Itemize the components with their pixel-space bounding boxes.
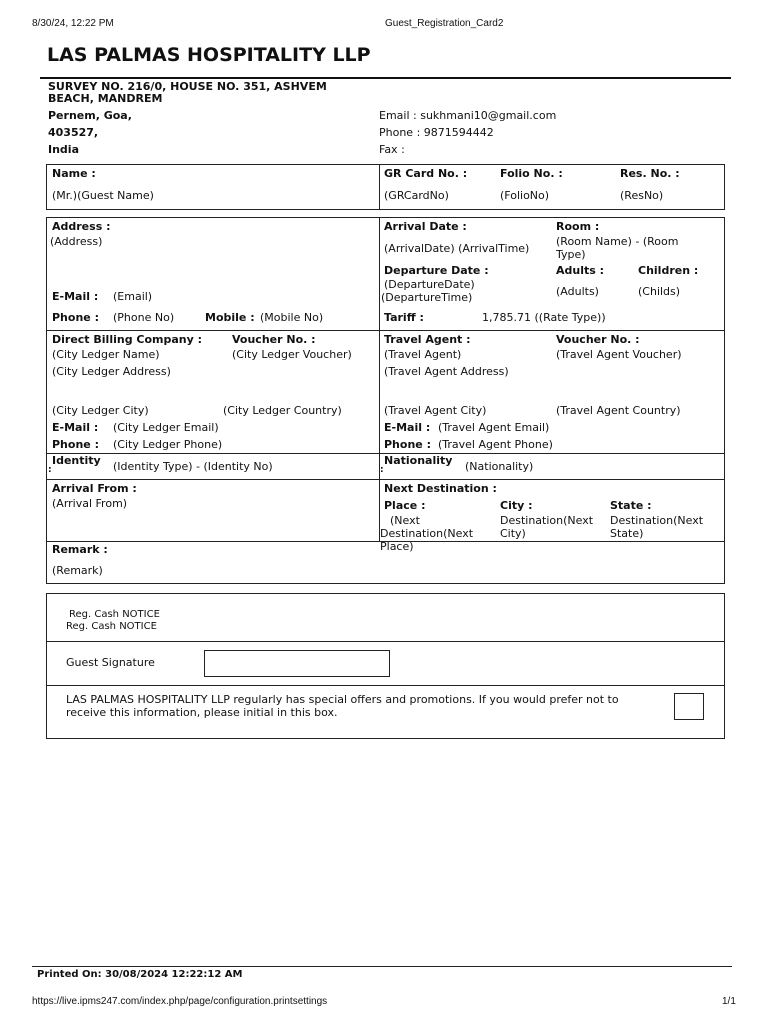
- hotel-city-state: Pernem, Goa,: [48, 109, 132, 122]
- adults-label: Adults :: [556, 264, 605, 277]
- footer-divider: [32, 966, 732, 967]
- tariff-label: Tariff :: [384, 311, 424, 324]
- email-value: (Email): [113, 290, 153, 303]
- place-label: Place :: [384, 499, 426, 512]
- hotel-phone: Phone : 9871594442: [379, 126, 494, 139]
- billing-company-label: Direct Billing Company :: [52, 333, 203, 346]
- grcard-value: (GRCardNo): [384, 189, 449, 202]
- print-datetime: 8/30/24, 12:22 PM: [32, 18, 114, 29]
- promo-initial-box[interactable]: [674, 693, 704, 720]
- adults-value: (Adults): [556, 285, 599, 298]
- name-value: (Mr.)(Guest Name): [52, 189, 154, 202]
- agent-city-value: (Travel Agent City): [384, 404, 487, 417]
- travel-agent-label: Travel Agent :: [384, 333, 471, 346]
- arrival-date-label: Arrival Date :: [384, 220, 467, 233]
- mobile-value: (Mobile No): [260, 311, 324, 324]
- hotel-country: India: [48, 143, 79, 156]
- address-label: Address :: [52, 220, 111, 233]
- travel-agent-value: (Travel Agent): [384, 348, 462, 361]
- folio-label: Folio No. :: [500, 167, 563, 180]
- identity-value: (Identity Type) - (Identity No): [113, 460, 273, 473]
- billing-email-value: (City Ledger Email): [113, 421, 219, 434]
- room-label: Room :: [556, 220, 600, 233]
- departure-date-label: Departure Date :: [384, 264, 489, 277]
- billing-company-value: (City Ledger Name): [52, 348, 160, 361]
- children-value: (Childs): [638, 285, 681, 298]
- billing-voucher-value: (City Ledger Voucher): [232, 348, 352, 361]
- state-label: State :: [610, 499, 652, 512]
- departure-time-value: (DepartureTime): [381, 291, 473, 304]
- phone-label: Phone :: [52, 311, 99, 324]
- agent-country-value: (Travel Agent Country): [556, 404, 681, 417]
- children-label: Children :: [638, 264, 699, 277]
- next-destination-label: Next Destination :: [384, 482, 497, 495]
- identity-colon: :: [48, 465, 52, 475]
- guest-signature-field[interactable]: [204, 650, 390, 677]
- row-divider-3: [46, 479, 725, 480]
- notice-line-1: Reg. Cash NOTICE: [69, 609, 160, 620]
- address-value: (Address): [50, 235, 103, 248]
- table-center-divider: [379, 217, 380, 541]
- nationality-colon: :: [380, 465, 384, 475]
- agent-phone-value: (Travel Agent Phone): [438, 438, 553, 451]
- guest-signature-label: Guest Signature: [66, 656, 155, 669]
- grcard-label: GR Card No. :: [384, 167, 468, 180]
- agent-address-value: (Travel Agent Address): [384, 365, 509, 378]
- notice-line-2: Reg. Cash NOTICE: [66, 621, 157, 632]
- city-label: City :: [500, 499, 533, 512]
- hotel-email: Email : sukhmani10@gmail.com: [379, 109, 557, 122]
- header-divider: [40, 77, 731, 79]
- billing-phone-label: Phone :: [52, 438, 99, 451]
- row-divider-1: [46, 330, 725, 331]
- agent-email-value: (Travel Agent Email): [438, 421, 550, 434]
- billing-phone-value: (City Ledger Phone): [113, 438, 223, 451]
- departure-date-value: (DepartureDate): [384, 278, 475, 291]
- room-value: (Room Name) - (Room Type): [556, 235, 679, 261]
- guest-box-divider: [379, 164, 380, 210]
- nationality-label: Nationality: [384, 454, 453, 467]
- res-label: Res. No. :: [620, 167, 680, 180]
- page-count: 1/1: [722, 996, 736, 1007]
- notice-divider-1: [46, 641, 725, 642]
- agent-phone-label: Phone :: [384, 438, 431, 451]
- folio-value: (FolioNo): [500, 189, 550, 202]
- promotions-text: LAS PALMAS HOSPITALITY LLP regularly has special offers and promotions. If you would prefer not to receive this information, please initial in this box.: [66, 693, 619, 719]
- agent-voucher-label: Voucher No. :: [556, 333, 640, 346]
- page-url: https://live.ipms247.com/index.php/page/configuration.printsettings: [32, 996, 328, 1007]
- arrival-date-value: (ArrivalDate) (ArrivalTime): [384, 242, 530, 255]
- printed-on: Printed On: 30/08/2024 12:22:12 AM: [37, 969, 243, 980]
- remark-value: (Remark): [52, 564, 103, 577]
- res-value: (ResNo): [620, 189, 664, 202]
- arrival-from-value: (Arrival From): [52, 497, 128, 510]
- billing-voucher-label: Voucher No. :: [232, 333, 316, 346]
- hotel-address-line2: BEACH, MANDREM: [48, 92, 163, 105]
- hotel-pin: 403527,: [48, 126, 99, 139]
- document-title: Guest_Registration_Card2: [385, 18, 504, 29]
- name-label: Name :: [52, 167, 96, 180]
- identity-label: Identity: [52, 454, 101, 467]
- hotel-fax: Fax :: [379, 143, 405, 156]
- billing-email-label: E-Mail :: [52, 421, 99, 434]
- agent-voucher-value: (Travel Agent Voucher): [556, 348, 682, 361]
- tariff-value: 1,785.71 ((Rate Type)): [482, 311, 606, 324]
- notice-divider-2: [46, 685, 725, 686]
- place-value: (Next Destination(Next Place): [380, 514, 474, 553]
- hotel-name: LAS PALMAS HOSPITALITY LLP: [47, 44, 371, 66]
- phone-value: (Phone No): [113, 311, 175, 324]
- email-label: E-Mail :: [52, 290, 99, 303]
- city-value: Destination(Next City): [500, 514, 594, 540]
- remark-label: Remark :: [52, 543, 108, 556]
- agent-email-label: E-Mail :: [384, 421, 431, 434]
- arrival-from-label: Arrival From :: [52, 482, 137, 495]
- hotel-address-line1: SURVEY NO. 216/0, HOUSE NO. 351, ASHVEM: [48, 80, 327, 93]
- state-value: Destination(Next State): [610, 514, 704, 540]
- mobile-label: Mobile :: [205, 311, 255, 324]
- billing-city-value: (City Ledger City): [52, 404, 149, 417]
- billing-country-value: (City Ledger Country): [223, 404, 342, 417]
- nationality-value: (Nationality): [465, 460, 534, 473]
- billing-address-value: (City Ledger Address): [52, 365, 171, 378]
